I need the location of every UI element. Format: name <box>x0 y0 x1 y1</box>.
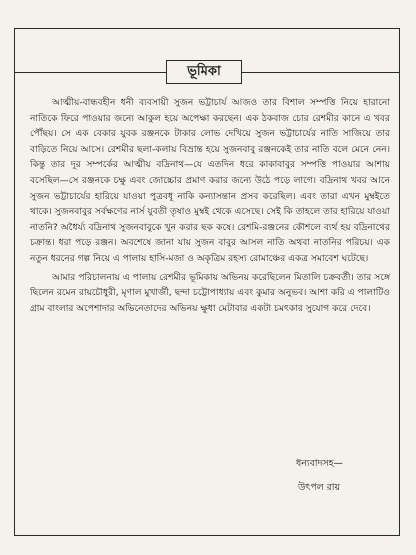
author-name: উৎপল রায় <box>298 482 341 493</box>
signoff-block <box>282 456 392 496</box>
preface-body <box>30 96 390 317</box>
preface-paragraph-2: আমার পরিচালনায় এ পালায় রেশমীর ভূমিকায় অভিনয় করেছিলেন মিতালি চক্রবর্তী। তার সঙ্গে ছিলেন রমেন রায়চৌধুরী, মৃণাল মুখার্জী, ছন্দা চট্টোপাধ্যায় এবং কুমার অনুভব। আশা করি এ পালাটিও গ্রাম বাংলার অপেশাদার অভিনেতাদের অভিনয় ক্ষুধা মেটাবার একটা চমৎকার সুযোগ করে দেবে। <box>30 272 390 314</box>
closing-text: ধন্যবাদসহ— <box>296 458 343 469</box>
preface-title: ভূমিকা <box>166 60 242 84</box>
preface-paragraph-1: আত্মীয়-বান্ধবহীন ধনী ব্যবসায়ী সুজন ভট্টাচার্য আজও তার বিশাল সম্পত্তি নিয়ে হারানো নাতিকে ফিরে পাওয়ার জন্যে আকুল হয়ে অপেক্ষা করছেন। এক ঠকবাজ চোর রেশমীর কানে এ খবর পৌঁছয়। সে এক বেকার যুবক রঞ্জনকে টাকার লোভ দেখিয়ে সুজন ভট্টাচার্যের নাতি সাজিয়ে তার বাড়িতে নিয়ে আসে। রেশমীর ছলা-কলায় বিভ্রান্ত হয়ে সুজনবাবু রঞ্জনকেই তার নাতি বলে মেনে নেন। কিন্তু তার দূর সম্পর্কের আত্মীয় বদ্রিনাথ—যে এতদিন ধরে কাকাবাবুর সম্পত্তি পাওয়ার আশায় বসেছিল—সে রঞ্জনকে চক্ষু এবং জোচ্চোর প্রমাণ করার জন্যে উঠে পড়ে লাগে। বদ্রিনাথ খবর আনে সুজন ভট্টাচার্যের হারিয়ে যাওয়া পুত্রবধূ নাকি কন্যাসন্তান প্রসব করেছিল। এবং তারা এখন মুম্বইতে থাকে। সুজনবাবুর সর্বক্ষণের নার্স যুবতী তৃষাও মুম্বই থেকে এসেছে। সেই কি তাহলে তার হারিয়ে যাওয়া নাতনি? অধৈর্য্য বদ্রিনাথ সুজনবাবুকে খুন করার ছক কষে। রেশমি-রঞ্জনের কৌশলে ব্যর্থ হয় বদ্রিনাথের চক্রান্ত। ধরা পড়ে রঞ্জন। অবশেষে জানা যায় সুজন বাবুর আসল নাতি অথবা নাতনির পরিচয়। এক নতুন ধরনের গল্প নিয়ে এ পালায় হাসি-মজা ও অকৃত্রিম রহস্য রোমাঞ্চের একত্র সমাবেশ ঘটেছে। <box>30 98 390 264</box>
